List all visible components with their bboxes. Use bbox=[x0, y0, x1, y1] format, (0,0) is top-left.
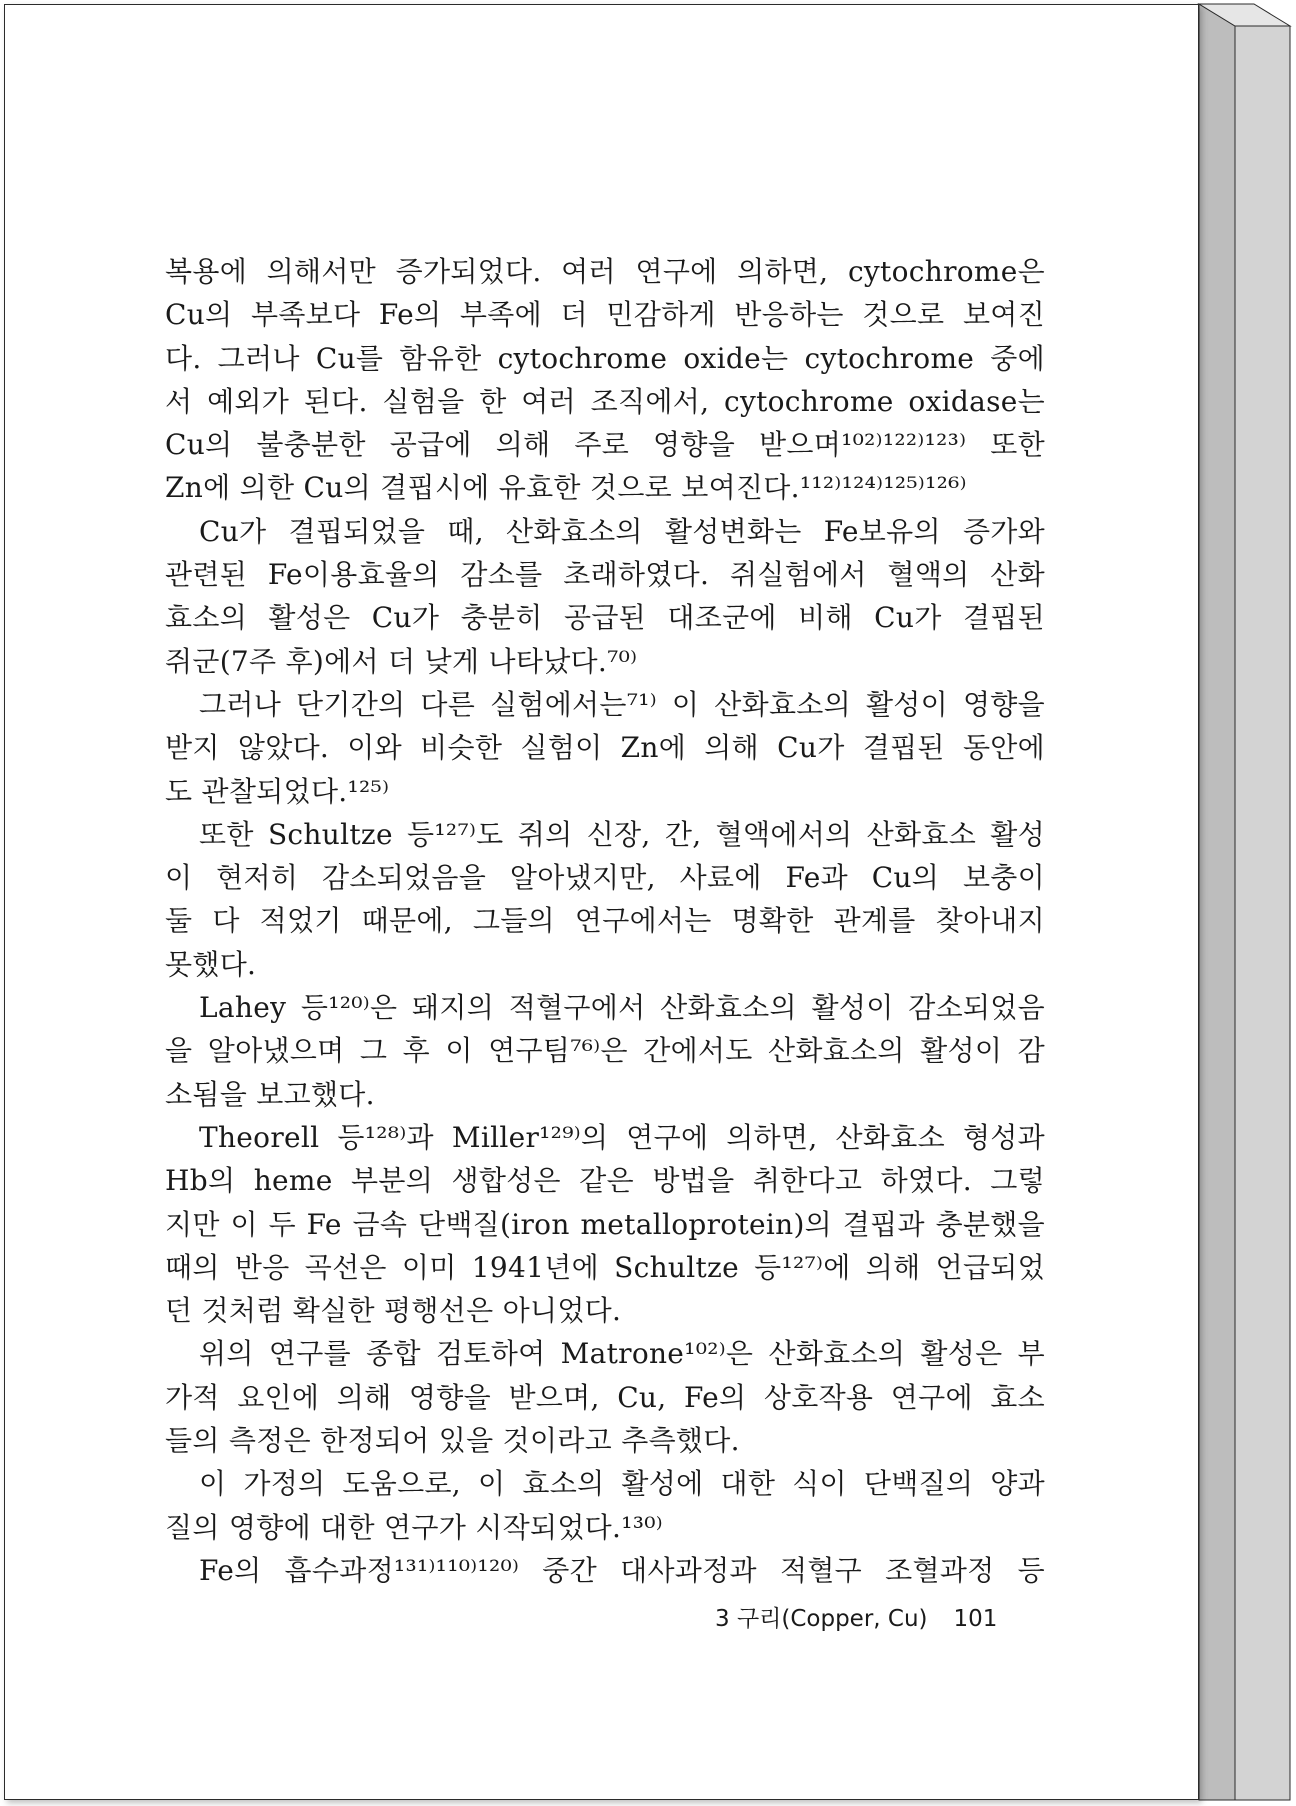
text-line: 쥐군(7주 후)에서 더 낮게 나타났다.⁷⁰⁾ bbox=[165, 644, 638, 678]
text-line: Zn에 의한 Cu의 결핍시에 유효한 것으로 보여진다.¹¹²⁾¹²⁴⁾¹²⁵⁾¹²⁶⁾ bbox=[165, 471, 967, 505]
text-line: 을 알아냈으며 그 후 이 연구팀⁷⁶⁾은 간에서도 산화효소의 활성이 감 bbox=[165, 1034, 1045, 1068]
running-head: 3 구리(Copper, Cu) bbox=[715, 1606, 928, 1632]
text-line: 또한 Schultze 등¹²⁷⁾도 쥐의 신장, 간, 혈액에서의 산화효소 활성 bbox=[199, 817, 1045, 851]
text-line: 복용에 의해서만 증가되었다. 여러 연구에 의하면, cytochrome은 bbox=[165, 255, 1045, 288]
text-line: 둘 다 적었기 때문에, 그들의 연구에서는 명확한 관계를 찾아내지 bbox=[165, 904, 1045, 938]
text-line: 소됨을 보고했다. bbox=[165, 1077, 375, 1111]
text-line: Hb의 heme 부분의 생합성은 같은 방법을 취한다고 하였다. 그렇 bbox=[165, 1164, 1045, 1198]
text-line: Theorell 등¹²⁸⁾과 Miller¹²⁹⁾의 연구에 의하면, 산화효소 형성과 bbox=[199, 1120, 1045, 1154]
text-line: 던 것처럼 확실한 평행선은 아니었다. bbox=[165, 1294, 622, 1328]
text-line: Cu의 부족보다 Fe의 부족에 더 민감하게 반응하는 것으로 보여진 bbox=[165, 298, 1045, 332]
text-line: 이 현저히 감소되었음을 알아냈지만, 사료에 Fe과 Cu의 보충이 bbox=[165, 861, 1045, 895]
text-line: 서 예외가 된다. 실험을 한 여러 조직에서, cytochrome oxidase는 bbox=[165, 384, 1045, 418]
text-line: 위의 연구를 종합 검토하여 Matrone¹⁰²⁾은 산화효소의 활성은 부 bbox=[199, 1337, 1045, 1371]
page-footer bbox=[715, 1600, 997, 1633]
text-line: 못했다. bbox=[165, 947, 257, 981]
body-text bbox=[165, 250, 1045, 1592]
text-line: 때의 반응 곡선은 이미 1941년에 Schultze 등¹²⁷⁾에 의해 언급되었 bbox=[165, 1250, 1045, 1284]
text-line: Fe의 흡수과정¹³¹⁾¹¹⁰⁾¹²⁰⁾ 중간 대사과정과 적혈구 조혈과정 등 bbox=[199, 1553, 1045, 1587]
text-line: 그러나 단기간의 다른 실험에서는⁷¹⁾ 이 산화효소의 활성이 영향을 bbox=[199, 687, 1045, 721]
page-number: 101 bbox=[953, 1606, 998, 1632]
text-line: 받지 않았다. 이와 비슷한 실험이 Zn에 의해 Cu가 결핍된 동안에 bbox=[165, 731, 1045, 765]
text-line: 이 가정의 도움으로, 이 효소의 활성에 대한 식이 단백질의 양과 bbox=[199, 1467, 1045, 1501]
text-line: 질의 영향에 대한 연구가 시작되었다.¹³⁰⁾ bbox=[165, 1510, 663, 1544]
text-line: 가적 요인에 의해 영향을 받으며, Cu, Fe의 상호작용 연구에 효소 bbox=[165, 1380, 1045, 1414]
text-line: 다. 그러나 Cu를 함유한 cytochrome oxide는 cytochrome 중에 bbox=[165, 341, 1045, 375]
text-line: 들의 측정은 한정되어 있을 것이라고 추측했다. bbox=[165, 1424, 740, 1458]
text-line: Cu가 결핍되었을 때, 산화효소의 활성변화는 Fe보유의 증가와 bbox=[199, 514, 1045, 548]
text-line: 관련된 Fe이용효율의 감소를 초래하였다. 쥐실험에서 혈액의 산화 bbox=[165, 558, 1045, 592]
book-side-edge-shape bbox=[1199, 4, 1294, 1802]
text-line: Cu의 불충분한 공급에 의해 주로 영향을 받으며¹⁰²⁾¹²²⁾¹²³⁾ 또한 bbox=[165, 428, 1045, 462]
text-line: 효소의 활성은 Cu가 충분히 공급된 대조군에 비해 Cu가 결핍된 bbox=[165, 601, 1045, 635]
text-line: Lahey 등¹²⁰⁾은 돼지의 적혈구에서 산화효소의 활성이 감소되었음 bbox=[199, 991, 1045, 1025]
text-line: 도 관찰되었다.¹²⁵⁾ bbox=[165, 774, 390, 808]
text-line: 지만 이 두 Fe 금속 단백질(iron metalloprotein)의 결핍과 충분했을 bbox=[165, 1207, 1045, 1241]
